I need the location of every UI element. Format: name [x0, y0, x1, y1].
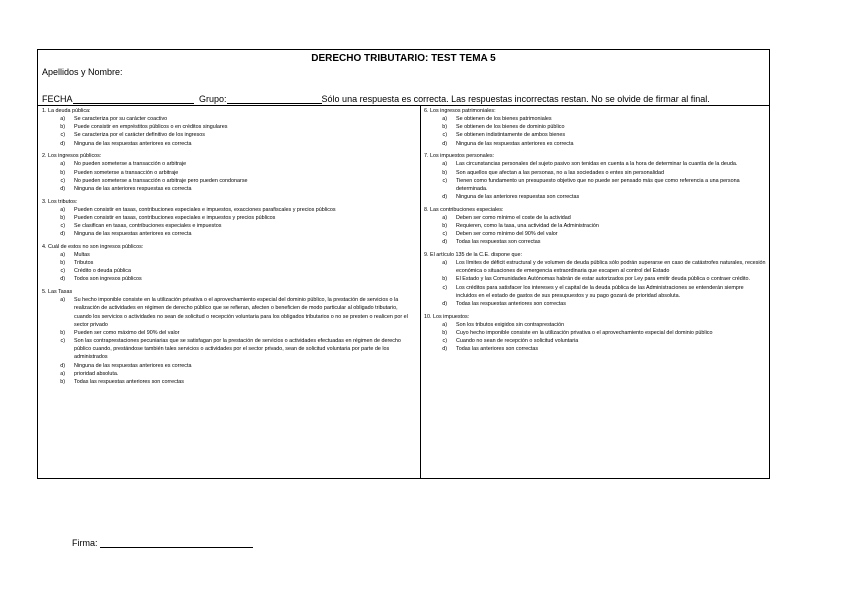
option-text: Se obtienen indistintamente de ambos bienes — [456, 132, 566, 139]
option-text: Son aquellos que afectan a las personas, no a las sociedades o entes sin personalidad — [456, 169, 664, 176]
answer-option — [42, 160, 416, 168]
question-title: 3. Los tributos: — [42, 198, 78, 205]
option-text: Ninguna de las respuestas anteriores es correcta — [456, 140, 574, 147]
answer-option — [424, 131, 766, 139]
question-title: 10. Los impuestos: — [424, 313, 470, 320]
option-text: Son los tributos exigidos sin contraprestación — [456, 321, 565, 328]
option-letter: c) — [442, 177, 447, 184]
option-letter: d) — [60, 140, 65, 147]
option-text: Todas las respuestas son correctas — [456, 239, 541, 246]
question-block — [424, 251, 766, 308]
option-letter: a) — [60, 116, 65, 123]
option-text: Son las contraprestaciones pecuniarias que se satisfagan por la prestación de servicios o actividades efectuadas en régimen de derecho público cuando, prestándose también tales servicios o actividades por el sector privado, sean de solicitud voluntaria por parte de los administrados — [74, 338, 401, 361]
question-block — [424, 107, 766, 148]
option-text: Pueden consistir en tasas, contribuciones especiales e impuestos y precios públicos — [74, 214, 276, 221]
question-title: 5. Las Tasas — [42, 289, 73, 296]
question-block — [424, 313, 766, 354]
answer-option — [42, 214, 416, 222]
answer-option — [42, 115, 416, 123]
option-letter: b) — [60, 169, 65, 176]
answer-option — [424, 329, 766, 337]
left-column — [42, 107, 416, 391]
question-block — [424, 206, 766, 247]
option-text: Todas las respuestas anteriores son correctas — [74, 378, 184, 385]
answer-option — [42, 329, 416, 337]
header-divider — [38, 105, 769, 106]
answer-option — [42, 169, 416, 177]
option-text: Tributos — [74, 260, 94, 267]
option-letter: d) — [442, 140, 447, 147]
option-text: Los límites de déficit estructural y de volumen de deuda pública sólo podrán superarse en caso de catástrofes naturales, recesión económica o situaciones de emergencia extraordinaria que escapen al control del Estado — [456, 260, 766, 275]
option-letter: d) — [442, 239, 447, 246]
option-text: prioridad absoluta. — [74, 370, 119, 377]
answer-option — [424, 321, 766, 329]
signature-blank — [100, 538, 253, 548]
answer-option — [42, 267, 416, 275]
option-text: Se clasifican en tasas, contribuciones especiales e impuestos — [74, 223, 222, 230]
option-text: Cuyo hecho imponible consiste en la utilización privativa o el aprovechamiento especial del dominio público — [456, 329, 713, 336]
option-text: Multas — [74, 252, 90, 258]
option-text: Se caracteriza por el carácter definitivo de los ingresos — [74, 132, 205, 139]
answer-option — [424, 259, 766, 275]
option-text: No pueden someterse a transacción o arbitraje pero pueden condonarse — [74, 177, 248, 184]
question-title: 4. Cuál de estos no son ingresos públicos: — [42, 243, 144, 250]
option-text: Puede consistir en empréstitos públicos o en créditos singulares — [74, 124, 228, 131]
answer-option — [424, 238, 766, 246]
answer-option — [424, 115, 766, 123]
option-letter: d) — [442, 194, 447, 201]
option-text: Su hecho imponible consiste en la utilización privativa o el aprovechamiento especial del dominio público, la prestación de servicios o la realización de actividades en régimen de derecho público que se refieran, afecten o beneficien de modo particular al obligado tributario, cuando los servicios o actividades no sean de solicitud o recepción voluntaria para los obligados tributarios o no se presten o realicen por el sector privado — [74, 297, 408, 328]
option-letter: a) — [442, 214, 447, 221]
option-letter: b) — [60, 260, 65, 267]
group-label: Grupo: — [199, 94, 227, 104]
option-text: Todas las respuestas anteriores son correctas — [456, 300, 566, 307]
option-text: Tienen como fundamento un presupuesto objetivo que no puede ser pensado más que como referencia a una persona determinada. — [456, 177, 740, 192]
answer-option — [424, 222, 766, 230]
question-title: 2. Los ingresos públicos: — [42, 153, 102, 160]
option-text: Pueden ser como máximo del 90% del valor — [74, 329, 180, 336]
option-letter: c) — [60, 268, 65, 275]
answer-option — [424, 140, 766, 148]
option-letter: b) — [442, 329, 447, 336]
option-letter: c) — [60, 223, 65, 230]
option-text: Deben ser como mínimo del 90% del valor — [456, 231, 558, 238]
option-letter: d) — [60, 231, 65, 238]
option-letter: d) — [60, 276, 65, 283]
option-letter: c) — [442, 284, 447, 291]
answer-option — [424, 345, 766, 353]
option-letter: a) — [60, 370, 65, 377]
option-text: Se caracteriza por su carácter coactivo — [74, 116, 168, 123]
answer-option — [424, 169, 766, 177]
answer-option — [424, 123, 766, 131]
option-letter: a) — [60, 252, 65, 258]
answer-option — [42, 251, 416, 259]
option-letter: b) — [442, 169, 447, 176]
question-block — [42, 198, 416, 239]
option-text: Ninguna de las respuestas anteriores es correcta — [74, 362, 192, 369]
question-block — [42, 288, 416, 386]
question-title: 6. Los ingresos patrimoniales: — [424, 108, 496, 114]
option-text: Todos son ingresos públicos — [74, 276, 142, 283]
option-letter: c) — [60, 338, 65, 345]
answer-option — [42, 337, 416, 361]
option-letter: d) — [442, 300, 447, 307]
exam-sheet — [37, 49, 770, 479]
answer-option — [42, 177, 416, 185]
option-text: Pueden consistir en tasas, contribuciones especiales e impuestos, exacciones parafiscales y precios públicos — [74, 206, 336, 213]
answer-option — [42, 259, 416, 267]
option-text: Los créditos para satisfacer los intereses y el capital de la deuda pública de las Administraciones se entenderán siempre incluidos en el estado de gastos de sus presupuestos y su pago gozará de prioridad absoluta. — [456, 284, 744, 299]
signature-row — [72, 538, 253, 548]
option-text: Pueden someterse a transacción o arbitraje — [74, 169, 179, 176]
option-letter: a) — [442, 321, 447, 328]
answer-option — [424, 160, 766, 168]
name-field-label: Apellidos y Nombre: — [42, 67, 123, 77]
option-text: Requieren, como la tasa, una actividad de la Administración — [456, 223, 599, 230]
option-letter: d) — [442, 346, 447, 353]
option-letter: c) — [442, 132, 447, 139]
option-text: Deben ser como mínimo el coste de la actividad — [456, 214, 571, 221]
option-letter: a) — [442, 161, 447, 168]
option-letter: d) — [60, 185, 65, 192]
option-text: Todas las anteriores son correctas — [456, 346, 539, 353]
question-title: 1. La deuda pública: — [42, 108, 91, 114]
answer-option — [42, 185, 416, 193]
option-text: Ninguna de las respuestas anteriores es correcta — [74, 140, 192, 147]
option-letter: a) — [442, 260, 447, 267]
option-text: Cuando no sean de recepción o solicitud voluntaria — [456, 338, 579, 345]
question-title: 7. Los impuestos personales: — [424, 153, 495, 160]
option-letter: b) — [60, 214, 65, 221]
option-letter: c) — [60, 132, 65, 139]
answer-option — [42, 370, 416, 378]
option-text: Se obtienen de los bienes de dominio público — [456, 124, 565, 131]
question-block — [424, 152, 766, 201]
option-letter: b) — [442, 223, 447, 230]
option-letter: c) — [442, 231, 447, 238]
answer-option — [424, 214, 766, 222]
signature-label: Firma: — [72, 538, 98, 548]
option-letter: d) — [60, 362, 65, 369]
option-letter: c) — [442, 338, 447, 345]
group-blank — [227, 94, 322, 104]
answer-option — [424, 275, 766, 283]
right-column — [424, 107, 766, 358]
answer-option — [42, 222, 416, 230]
option-text: Las circunstancias personales del sujeto pasivo son tenidas en cuenta a la hora de determinar la cuantía de la deuda. — [456, 161, 738, 168]
option-letter: b) — [60, 329, 65, 336]
date-group-row — [42, 94, 769, 104]
option-letter: a) — [442, 116, 447, 123]
option-letter: c) — [60, 177, 65, 184]
column-divider — [420, 105, 421, 478]
answer-option — [424, 193, 766, 201]
exam-title: DERECHO TRIBUTARIO: TEST TEMA 5 — [311, 53, 496, 64]
answer-option — [42, 206, 416, 214]
option-text: Crédito o deuda pública — [74, 268, 131, 275]
option-letter: b) — [442, 276, 447, 283]
option-letter: b) — [60, 378, 65, 385]
answer-option — [424, 300, 766, 308]
answer-option — [42, 131, 416, 139]
option-text: No pueden someterse a transacción o arbitraje — [74, 161, 187, 168]
date-label: FECHA — [42, 94, 73, 104]
option-text: El Estado y las Comunidades Autónomas habrán de estar autorizados por Ley para emitir deuda pública o contraer crédito. — [456, 276, 750, 283]
option-text: Ninguna de las respuestas anteriores es correcta — [74, 231, 192, 238]
date-blank — [73, 94, 194, 104]
option-letter: a) — [60, 206, 65, 213]
answer-option — [424, 177, 766, 193]
question-title: 9. El artículo 135 de la C.E. dispone que: — [424, 252, 522, 258]
answer-option — [424, 337, 766, 345]
option-letter: a) — [60, 161, 65, 168]
option-text: Se obtienen de los bienes patrimoniales — [456, 116, 552, 123]
question-title: 8. Las contribuciones especiales: — [424, 206, 504, 213]
option-letter: b) — [60, 124, 65, 131]
answer-option — [42, 140, 416, 148]
answer-option — [42, 296, 416, 329]
answer-option — [424, 284, 766, 300]
question-block — [42, 107, 416, 148]
answer-option — [424, 230, 766, 238]
answer-option — [42, 362, 416, 370]
question-block — [42, 152, 416, 193]
option-letter: a) — [60, 297, 65, 304]
answer-option — [42, 123, 416, 131]
question-block — [42, 243, 416, 284]
answer-option — [42, 378, 416, 386]
option-letter: b) — [442, 124, 447, 131]
option-text: Ninguna de las anteriores respuestas es correcta — [74, 185, 192, 192]
answer-option — [42, 230, 416, 238]
instructions: Sólo una respuesta es correcta. Las respuestas incorrectas restan. No se olvide de firmar al final. — [321, 94, 710, 104]
answer-option — [42, 275, 416, 283]
option-text: Ninguna de las anteriores respuestas son correctas — [456, 194, 580, 201]
